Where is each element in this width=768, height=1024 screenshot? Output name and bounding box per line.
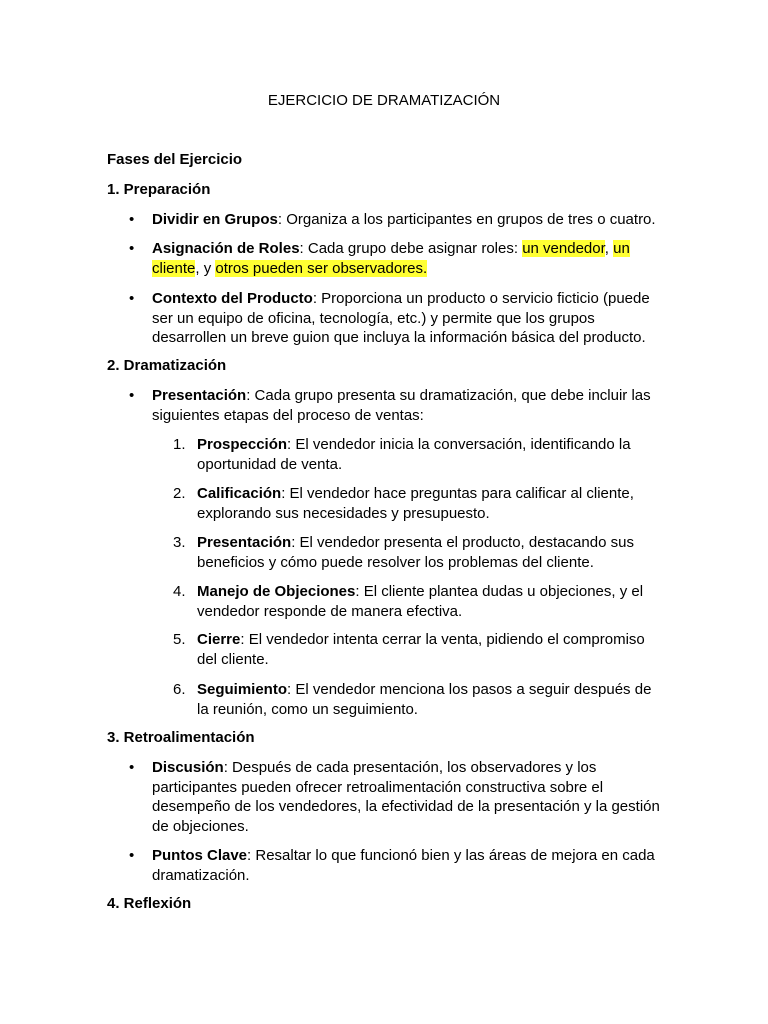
list-item-dividir-grupos — [152, 210, 667, 230]
item-text: : Resaltar lo que funcionó bien y las áreas de mejora en cada dramatización. — [152, 847, 655, 884]
item-text: : El vendedor hace preguntas para calificar al cliente, explorando sus necesidades y presupuesto. — [197, 485, 634, 522]
item-text: : Organiza a los participantes en grupos de tres o cuatro. — [277, 211, 656, 228]
item-text: , — [604, 240, 614, 257]
item-text: : Cada grupo presenta su dramatización, que debe incluir las siguientes etapas del proceso de ventas: — [152, 387, 651, 424]
item-number: 6. — [173, 681, 186, 698]
section-heading-dramatizacion: 2. Dramatización — [107, 357, 227, 374]
item-text: : El vendedor inicia la conversación, identificando la oportunidad de venta. — [197, 436, 631, 473]
item-text: : El cliente plantea dudas u objeciones, y el vendedor responde de manera efectiva. — [197, 583, 644, 620]
numbered-item-prospeccion — [173, 435, 667, 474]
document-title: EJERCICIO DE DRAMATIZACIÓN — [267, 92, 501, 109]
item-text: : El vendedor intenta cerrar la venta, pidiendo el compromiso del cliente. — [197, 631, 645, 668]
numbered-item-manejo-objeciones — [173, 582, 667, 621]
section-heading-preparacion: 1. Preparación — [107, 181, 211, 198]
highlight-observadores: otros pueden ser observadores. — [215, 259, 428, 277]
list-item-discusion — [152, 758, 667, 836]
item-term: Presentación — [152, 387, 247, 404]
section-heading-retroalimentacion: 3. Retroalimentación — [107, 729, 255, 746]
item-number: 2. — [173, 485, 186, 502]
highlight-cliente: un cliente — [152, 240, 630, 277]
subtitle: Fases del Ejercicio — [107, 151, 243, 168]
item-term: Dividir en Grupos — [152, 211, 278, 228]
list-item-contexto-producto — [152, 289, 667, 348]
item-text: : El vendedor presenta el producto, destacando sus beneficios y cómo puede resolver los problemas del cliente. — [197, 534, 634, 571]
item-text: : Después de cada presentación, los observadores y los participantes pueden ofrecer retroalimentación constructiva sobre el desempeño de los vendedores, la efectividad de la presentación y la gestión de objeciones. — [152, 759, 660, 835]
list-item-puntos-clave — [152, 846, 667, 885]
list-item-asignacion-roles — [152, 239, 667, 278]
numbered-item-cierre — [173, 630, 667, 669]
item-term: Calificación — [197, 485, 282, 502]
numbered-item-presentacion — [173, 533, 667, 572]
section-heading-reflexion: 4. Reflexión — [107, 895, 192, 912]
numbered-item-calificacion — [173, 484, 667, 523]
item-term: Puntos Clave — [152, 847, 248, 864]
numbered-item-seguimiento — [173, 680, 667, 719]
item-text: : Proporciona un producto o servicio ficticio (puede ser un equipo de oficina, tecnología, etc.) y permite que los grupos desarrollen un breve guion que incluya la información básica del producto. — [152, 290, 650, 346]
item-number: 4. — [173, 583, 186, 600]
item-term: Manejo de Objeciones — [197, 583, 356, 600]
list-item-presentacion — [152, 386, 667, 425]
item-text: : Cada grupo debe asignar roles: — [299, 240, 523, 257]
item-term: Cierre — [197, 631, 241, 648]
highlight-vendedor: un vendedor — [522, 240, 605, 257]
item-term: Discusión — [152, 759, 224, 776]
item-term: Presentación — [197, 534, 292, 551]
item-text: : El vendedor menciona los pasos a seguir después de la reunión, como un seguimiento. — [197, 681, 652, 718]
item-text: , y — [195, 259, 216, 277]
item-term: Seguimiento — [197, 681, 288, 698]
item-number: 5. — [173, 631, 186, 648]
item-number: 1. — [173, 436, 186, 453]
item-term: Prospección — [197, 436, 288, 453]
item-term: Contexto del Producto — [152, 290, 313, 307]
item-number: 3. — [173, 534, 186, 551]
item-term: Asignación de Roles — [152, 240, 300, 257]
